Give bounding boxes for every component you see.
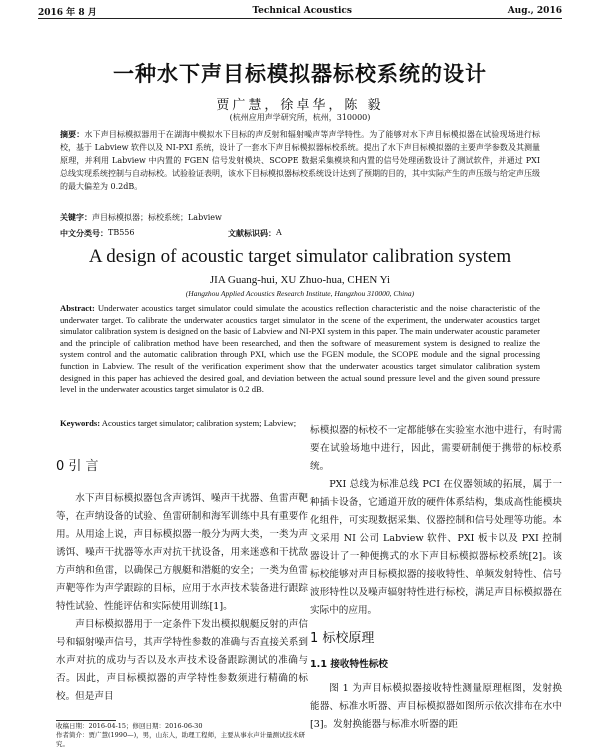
footnote-received: 收稿日期：2016-04-15；修回日期：2016-06-30 [56, 722, 203, 730]
abstract-english [60, 303, 540, 396]
header-rule [38, 18, 562, 19]
abstract-chinese [60, 128, 540, 193]
intro-paragraph-2: 声目标模拟器用于一定条件下发出模拟舰艇反射的声信号和辐射噪声信号，其声学特性参数的准确与否直接关系到水声对抗的成功与否以及水声技术设备跟踪测试的准确与否。因此，声目标模拟器的声学特性参数须进行精确的标校。但是声目 [56, 619, 308, 702]
footnote [56, 722, 306, 749]
keywords-chinese [60, 212, 540, 223]
running-header [38, 4, 562, 18]
authors-english: JIA Guang-hui, XU Zhuo-hua, CHEN Yi [209, 274, 391, 286]
header-journal: Technical Acoustics [252, 6, 352, 16]
abstract-chinese-label: 摘要： [60, 130, 85, 139]
footnote-author-bio: 作者简介：贾广慧(1990—)，男，山东人，助理工程师，主要从事水声计量测试技术研究。 [56, 731, 306, 748]
authors-chinese: 贾广慧，徐卓华，陈 毅 [216, 98, 384, 113]
subsection-1-1-title: 1.1 接收特性标校 [310, 659, 388, 670]
footnote-rule [56, 720, 116, 721]
affiliation-english: (Hangzhou Applied Acoustics Research Institute, Hangzhou 310000, China) [185, 289, 415, 298]
doc-code-value: A [276, 228, 282, 237]
header-date: 2016 年 8 月 [38, 7, 97, 18]
title-chinese: 一种水下声目标模拟器标校系统的设计 [113, 62, 487, 86]
classification-line [60, 228, 540, 239]
abstract-chinese-text: 水下声目标模拟器用于在湖海中模拟水下目标的声反射和辐射噪声等声学特性。为了能够对水下声目标模拟器在试验现场进行标校，基于 Labview 软件以及 NI-PXI 系统，设计了一套水下声目标模拟器标校系统。提出了水下声目标模拟器的主要声学参数及其测量原理，并利用 Labview 中内置的 FGEN 信号发射模块、SCOPE 数据采集模块和内置的信号处理函数设计了测试软件，并通过 PXI 总线实现系统控制与自动标校。试验验证表明，该水下目标模拟器标校系统设计达到了预期的目的，其中实际产生的声压级与给定声压级的最大偏差为 0.2dB。 [60, 130, 541, 191]
keywords-english-text: Acoustics target simulator; calibration system; Labview; [101, 418, 297, 428]
section-0-title: 0 引 言 [56, 459, 99, 474]
body-column-left [56, 438, 308, 706]
body-column-right [310, 422, 562, 734]
intro-paragraph-1: 水下声目标模拟器包含声诱饵、噪声干扰器、鱼雷声靶等，在声纳设备的试验、鱼雷研制和海军训练中具有重要作用。从用途上说，声目标模拟器一般分为两大类，一类为声诱饵、噪声干扰器等水声对抗干扰设备，用来迷惑和干扰敌方声纳和鱼雷，以确保己方舰艇和潜艇的安全；一类为鱼雷声靶等作为声学跟踪的目标，应用于水声技术装备进行跟踪特性试验、性能评估和实际使用训练[1]。 [56, 493, 308, 612]
abstract-english-label: Abstract: [60, 303, 95, 313]
keywords-chinese-text: 声目标模拟器；标校系统；Labview [92, 213, 222, 222]
clc-value: TB556 [108, 228, 135, 237]
section-1-title: 1 标校原理 [310, 631, 375, 646]
clc-label: 中文分类号： [60, 229, 108, 238]
section-1-paragraph-1: 图 1 为声目标模拟器接收特性测量原理框图，发射换能器、标准水听器、声目标模拟器如图所示依次排布在水中[3]。发射换能器与标准水听器的距 [310, 683, 562, 730]
abstract-english-text: Underwater acoustics target simulator could simulate the acoustics reflection characteristic and the noise characteristic of the underwater target. To calibrate the underwater acoustics target simulator in the scene of the experiment, the underwater acoustics target simulator calibration system is designed on the basic of Labview and NI-PXI system in this paper. The main underwater acoustic parameter and the principle of calibration method have been researched, and then the software of measurement system is designed to realize the system control and the automatic calibration through PXI, which use the FGEN module, the SCOPE module and the signal processing function in Labview. The result of the verification experiment show that the underwater acoustics target simulator calibration system designed in this paper has achieved the desired goal, and deviation between the actual sound pressure level and the given sound pressure level in the underwater acoustics target simulator is 0.2 dB. [60, 303, 540, 395]
keywords-english-label: Keywords: [60, 418, 101, 428]
title-english: A design of acoustic target simulator calibration system [88, 246, 512, 267]
intro-paragraph-2-cont: 标模拟器的标校不一定都能够在实验室水池中进行，有时需要在试验场地中进行，因此，需要研制便于携带的标校系统。 [310, 425, 562, 472]
intro-paragraph-3: PXI 总线为标准总线 PCI 在仪器领域的拓展，属于一种插卡设备，它通道开放的硬件体系结构，集成高性能模块化组件，可实现数据采集、仪器控制和信号处理等功能。本文采用 NI 公司 Labview 软件、PXI 板卡以及 PXI 控制器设计了一种便携式的水下声目标模拟器标校系统[2]。该标校能够对声目标模拟器的接收特性、单频发射特性、信号波形特性以及噪声辐射特性进行标校，满足声目标模拟器在实际中的应用。 [310, 479, 562, 616]
header-date-en: Aug., 2016 [507, 6, 562, 16]
doc-code-label: 文献标识码： [228, 229, 276, 238]
affiliation-chinese: (杭州应用声学研究所，杭州，310000) [229, 113, 371, 122]
keywords-chinese-label: 关键字： [60, 213, 92, 222]
